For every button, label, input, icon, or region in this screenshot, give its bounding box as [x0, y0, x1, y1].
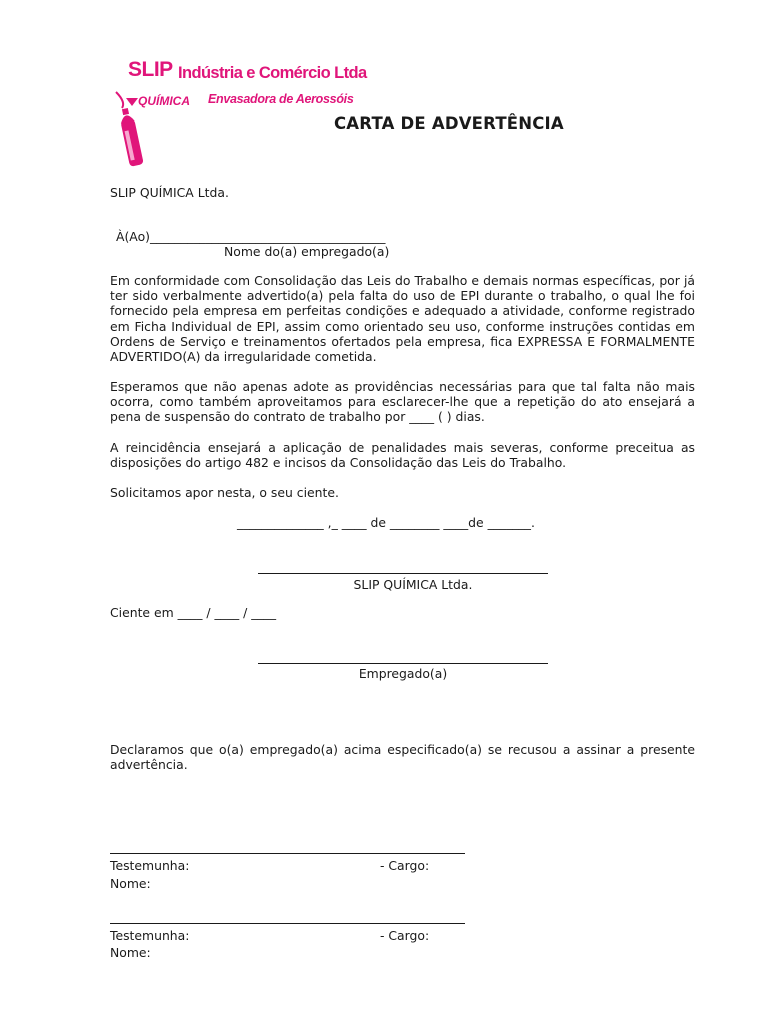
paragraph-esperamos: Esperamos que não apenas adote as providências necessárias para que tal falta não mais ocorra, como também aproveitamos para esclarecer-lhe que a repetição do ato ensejará a pena de suspensão do contrato de trabalho por ____ ( ) dias. — [110, 379, 695, 425]
company-signature-line — [258, 573, 548, 574]
witness-1-nome: Nome: — [110, 876, 151, 891]
witness-2-signature-line — [110, 923, 465, 924]
company-signature-label: SLIP QUÍMICA Ltda. — [353, 577, 473, 592]
witness-1-cargo: - Cargo: — [380, 858, 430, 873]
witness-1-signature-line — [110, 853, 465, 854]
employee-signature-line — [258, 663, 548, 664]
brand-quimica: QUÍMICA — [138, 94, 190, 108]
witness-2-cargo: - Cargo: — [380, 928, 430, 943]
company-tagline: Envasadora de Aerossóis — [208, 92, 354, 106]
company-logo — [108, 58, 367, 176]
witness-1-label: Testemunha: — [110, 858, 190, 873]
paragraph-solicitamos: Solicitamos apor nesta, o seu ciente. — [110, 485, 339, 500]
recipient-caption: Nome do(a) empregado(a) — [224, 244, 390, 259]
brand-slip: SLIP — [128, 58, 173, 81]
date-line: ______________ ,_ ____ de ________ ____de _______. — [237, 515, 535, 530]
witness-2-label: Testemunha: — [110, 928, 190, 943]
company-name: Indústria e Comércio Ltda — [178, 64, 367, 82]
paragraph-conformidade: Em conformidade com Consolidação das Leis do Trabalho e demais normas específicas, por já ter sido verbalmente advertido(a) pela falta do uso de EPI durante o trabalho, o qual lhe foi fornecido pela empresa em perfeitas condições e adequado a atividade, conforme registrado em Ficha Individual de EPI, assim como orientado seu uso, conforme instruções contidas em Ordens de Serviço e treinamentos ofertados pela empresa, fica EXPRESSA E FORMALMENTE ADVERTIDO(A) da irregularidade cometida. — [110, 273, 695, 365]
recipient-line: À(Ao)______________________________________ — [116, 229, 386, 244]
ciente-date: Ciente em ____ / ____ / ____ — [110, 605, 277, 620]
sender-name: SLIP QUÍMICA Ltda. — [110, 185, 229, 200]
witness-2-nome: Nome: — [110, 945, 151, 960]
document-title: CARTA DE ADVERTÊNCIA — [334, 114, 564, 133]
paragraph-recusa: Declaramos que o(a) empregado(a) acima especificado(a) se recusou a assinar a presente advertência. — [110, 742, 695, 773]
employee-signature-label: Empregado(a) — [358, 666, 448, 681]
paragraph-reincidencia: A reincidência ensejará a aplicação de penalidades mais severas, conforme preceitua as disposições do artigo 482 e incisos da Consolidação das Leis do Trabalho. — [110, 440, 695, 471]
